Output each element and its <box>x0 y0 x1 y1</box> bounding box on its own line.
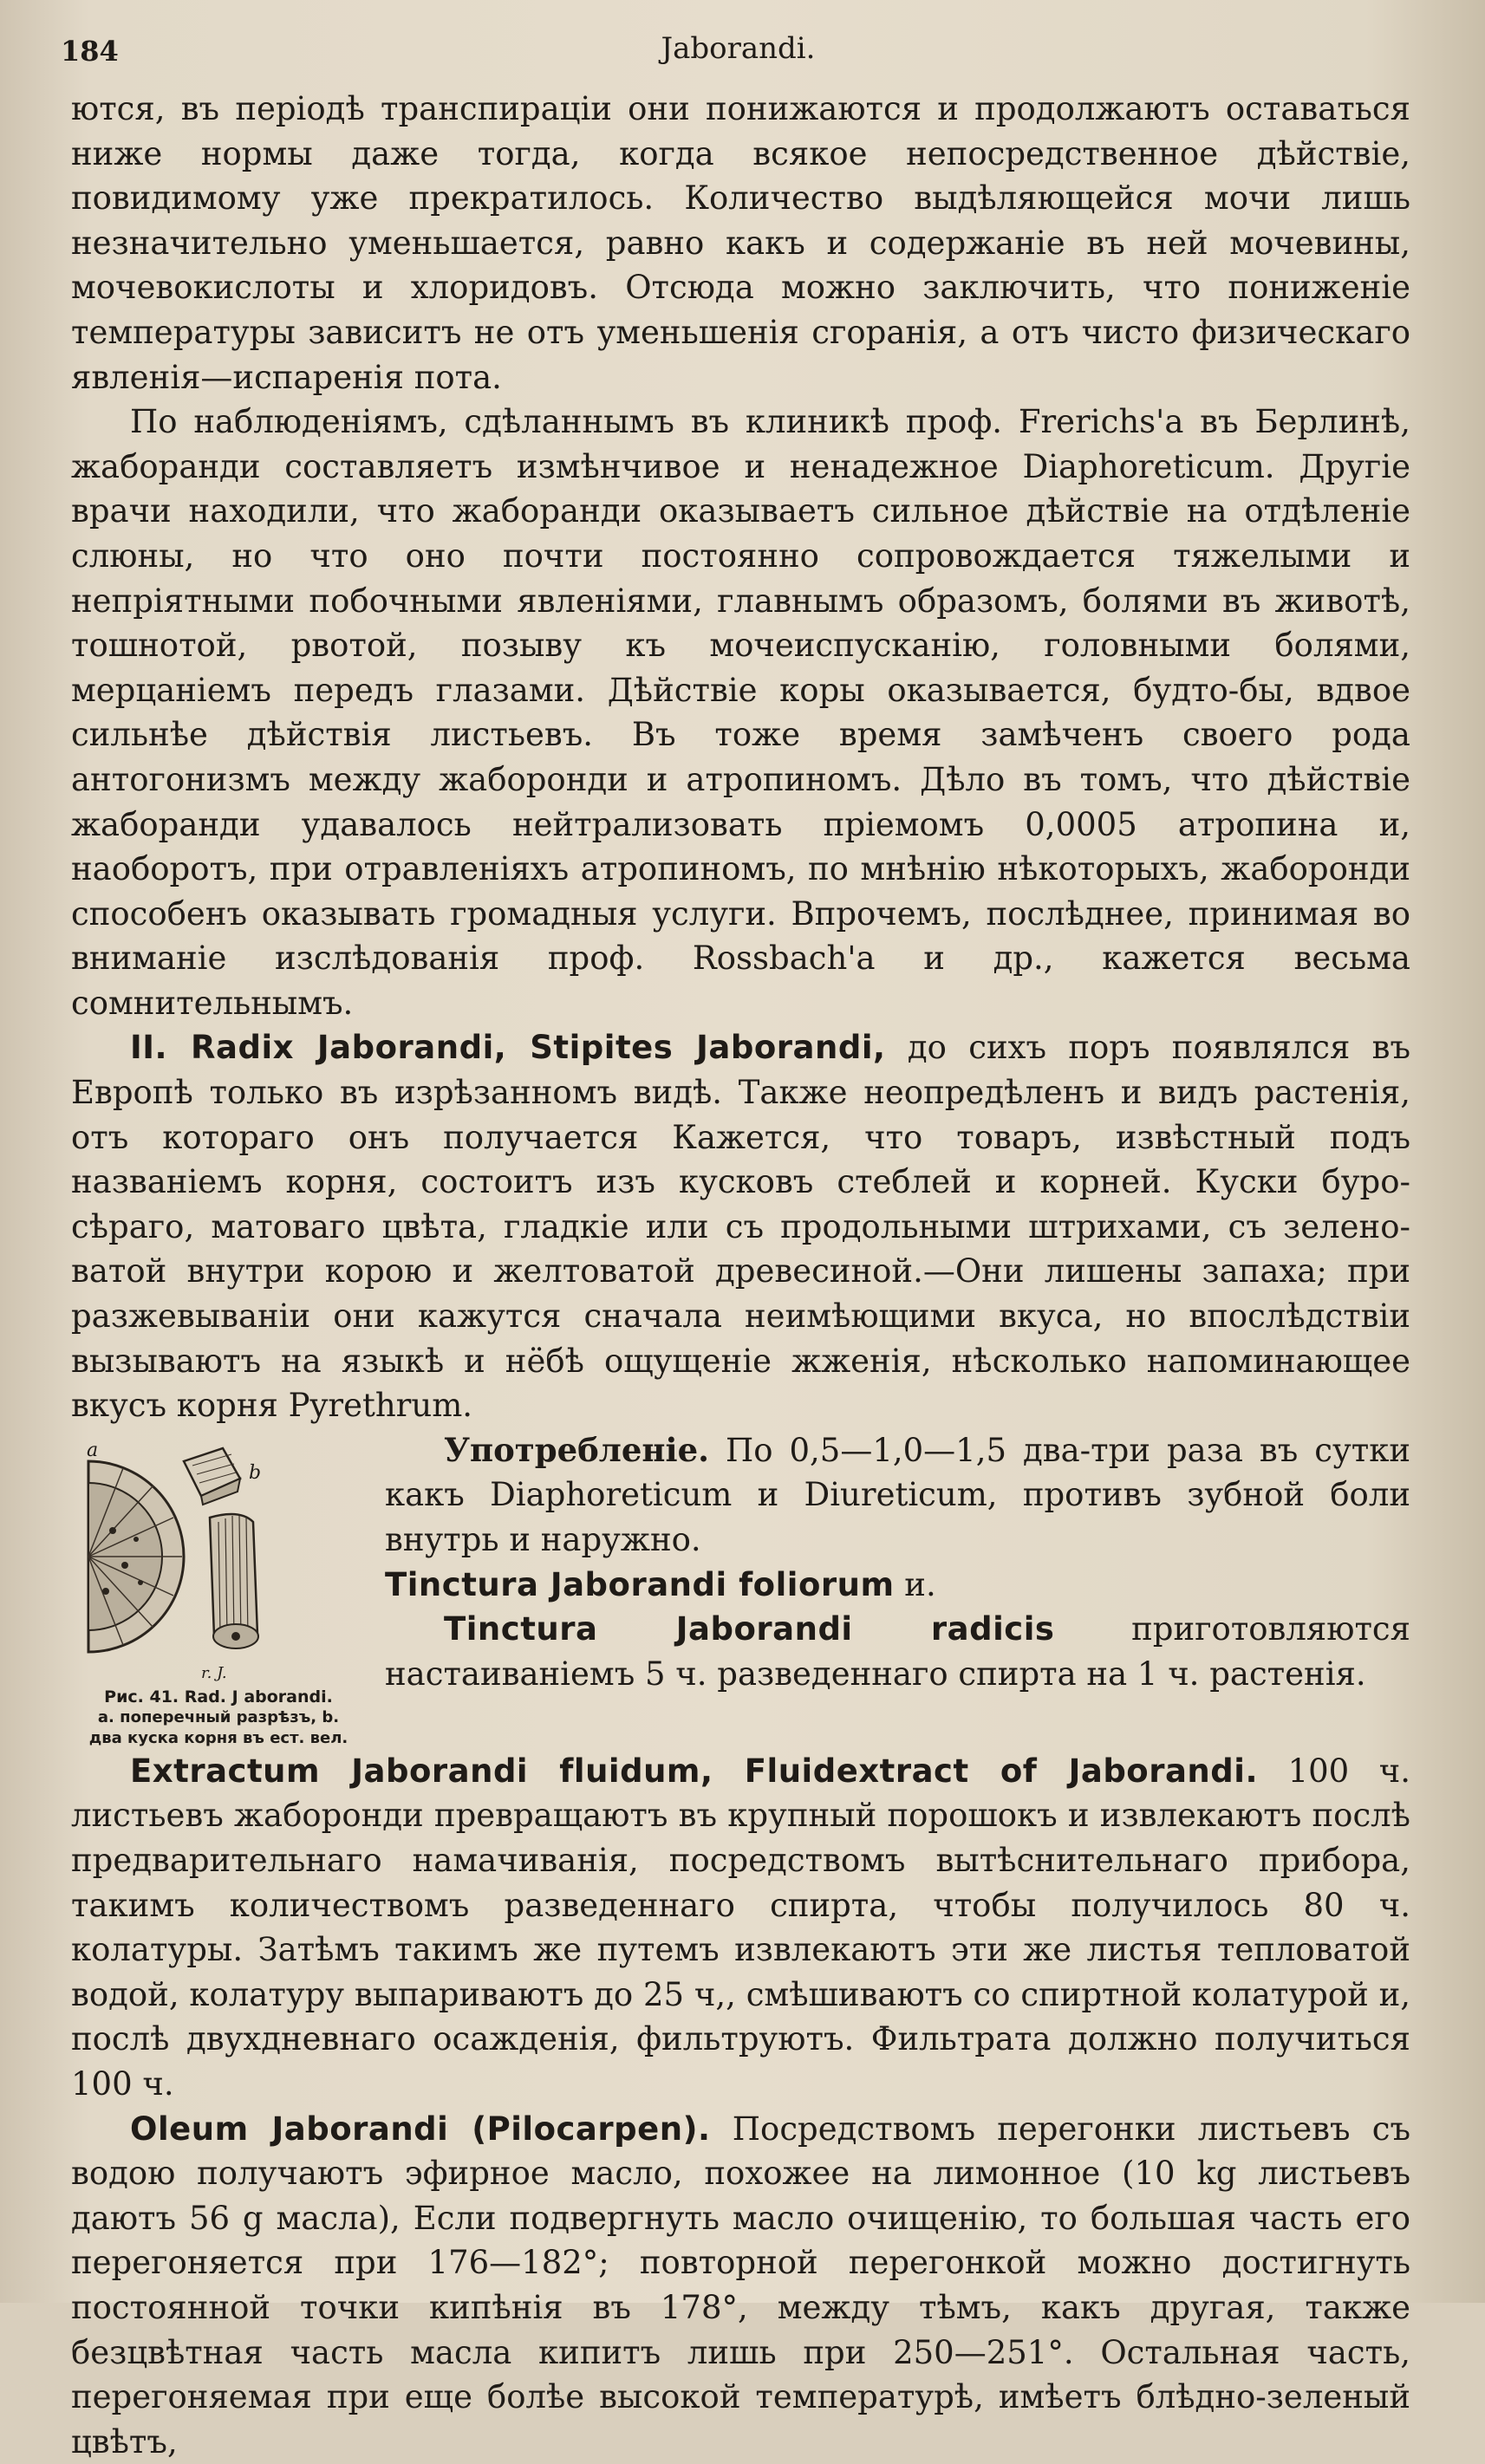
root-illustration <box>71 1435 366 1687</box>
radix-section <box>71 1025 1410 1427</box>
root-piece-long-drawing <box>210 1514 258 1648</box>
figure-caption <box>71 1687 366 1749</box>
page-content <box>71 87 1410 2464</box>
radix-heading: II. Radix Jaborandi, Stipites Jaborandi, <box>130 1029 886 1067</box>
paragraph-oleum <box>71 2107 1410 2464</box>
caption-title: Рис. 41. Rad. J aborandi. <box>104 1687 333 1707</box>
oleum-heading: Oleum Jaborandi (Pilocarpen). <box>130 2110 711 2148</box>
caption-line-b: два куска корня въ ест. вел. <box>88 1728 348 1747</box>
page-number: 184 <box>61 35 119 68</box>
paragraph-observations: По наблюденіямъ, сдѣланнымъ въ клиникѣ проф. Frerichs'а въ Берлинѣ, жаборанди составляетъ измѣнчивое и ненадежное Diaphoreticum. Другіе врачи находили, что жаборанди оказываетъ сильное дѣйствіе на отдѣленіе слюны, но что оно почти постоянно сопровождается тяжелыми и непріятными побочными явленіями, главнымъ образомъ, болями въ животѣ, тошнотой, рвотой, позыву къ мочеиспусканію, головными болями, мерцаніемъ передъ глазами. Дѣйствіе коры оказывается, будто-бы, вдвое сильнѣе дѣйствія листьевъ. Въ тоже время замѣченъ своего рода антогонизмъ между жаборонди и атропиномъ. Дѣло въ томъ, что дѣйствіе жаборанди удавалось нейтрализовать пріемомъ 0,0005 атропина и, наоборотъ, при отравленіяхъ атропиномъ, по мнѣнію нѣкоторыхъ, жаборонди способенъ оказывать громадныя услуги. Впрочемъ, послѣднее, принимая во вниманіе изслѣдованія проф. Rossbach'а и др., кажется весьма сомнительнымъ. <box>71 403 1410 1022</box>
figure-41 <box>71 1435 366 1749</box>
tincture-and: и. <box>894 1565 936 1603</box>
root-piece-small-drawing <box>184 1448 240 1505</box>
usage-text: По 0,5—1,0—1,5 два-три раза въ сутки какъ Diaphoreticum и Diureticum, противъ зубной боли внутрь и наружно. <box>385 1431 1410 1558</box>
cross-section-drawing <box>88 1461 184 1652</box>
extract-heading: Extractum Jaborandi fluidum, Fluidextract of Jaborandi. <box>130 1752 1258 1790</box>
figure-row <box>71 1428 1410 1747</box>
figure-label-a: a <box>87 1439 99 1461</box>
paragraph-radix-intro <box>71 1025 1410 1427</box>
extract-text: 100 ч. листьевъ жаборонди превращаютъ въ крупный порошокъ и извлекаютъ послѣ предварительнаго намачиванія, посредствомъ вытѣснительнаго прибора, такимъ количествомъ разведеннаго спирта, чтобы получилось 80 ч. колатуры. Затѣмъ такимъ же путемъ извлекаютъ эти же листья тепловатой водой, колатуру выпариваютъ до 25 ч,, смѣшиваютъ со спиртной колатурой и, послѣ двухдневнаго осажденія, фильтруютъ. Фильтрата должно получиться 100 ч. <box>71 1752 1410 2103</box>
tincture-text: приготовляются настаиваніемъ 5 ч. разведеннаго спирта на 1 ч. растенія. <box>385 1610 1410 1693</box>
tincture-foliorum-heading: Tinctura Jaborandi foliorum <box>385 1565 895 1603</box>
figure-scale-label: r. J. <box>201 1663 227 1682</box>
figure-label-b: b <box>249 1461 262 1484</box>
paragraph-extract <box>71 1749 1410 2107</box>
page-header <box>61 26 1416 78</box>
paragraph-temperature: ются, въ періодѣ транспираціи они понижаются и продолжаютъ оставаться ниже нормы даже тогда, когда всякое непосредственное дѣйствіе, повидимому уже прекратилось. Количество выдѣляющейся мочи лишь незначительно уменьшается, равно какъ и содержаніе въ ней мочевины, мочевокислоты и хлоридовъ. Отсюда можно заключить, что пониженіе температуры зависитъ не отъ уменьшенія сгоранія, а отъ чисто физическаго явленія—испаренія пота. <box>71 90 1410 396</box>
oleum-text: Посредствомъ перегонки листьевъ съ водою получаютъ эфирное масло, похожее на лимонное (10 kg листьевъ даютъ 56 g масла), Если подвергнуть масло очищенію, то большая часть его перегоняется при 176—182°; повторной перегонкой можно достигнуть постоянной точки кипѣнія въ 178°, между тѣмъ, какъ другая, также безцвѣтная часть масла кипитъ лишь при 250—251°. Остальная часть, перегоняемая при еще болѣе высокой температурѣ, имѣетъ блѣдно-зеленый цвѣтъ, <box>71 2110 1410 2461</box>
usage-heading: Употребленіе. <box>444 1430 709 1469</box>
tincture-radicis-heading: Tinctura Jaborandi radicis <box>444 1610 1055 1648</box>
radix-text: до сихъ поръ появлялся въ Европѣ только въ изрѣзанномъ видѣ. Также неопредѣленъ и видъ растенія, отъ котораго онъ получается Кажется, что товаръ, извѣстный подъ названіемъ корня, состоитъ изъ кусковъ стеблей и корней. Куски буро-сѣраго, матоваго цвѣта, гладкіе или съ продольными штрихами, съ зелено-ватой внутри корою и желтоватой древесиной.—Они лишены запаха; при разжевываніи они кажутся сначала неимѣющими вкуса, но впослѣдствіи вызываютъ на языкѣ и нёбѣ ощущеніе жженія, нѣсколько напоминающее вкусъ корня Pyrethrum. <box>71 1029 1410 1425</box>
running-title: Jaborandi. <box>661 31 816 66</box>
caption-line-a: a. поперечный разрѣзъ, b. <box>97 1707 340 1726</box>
